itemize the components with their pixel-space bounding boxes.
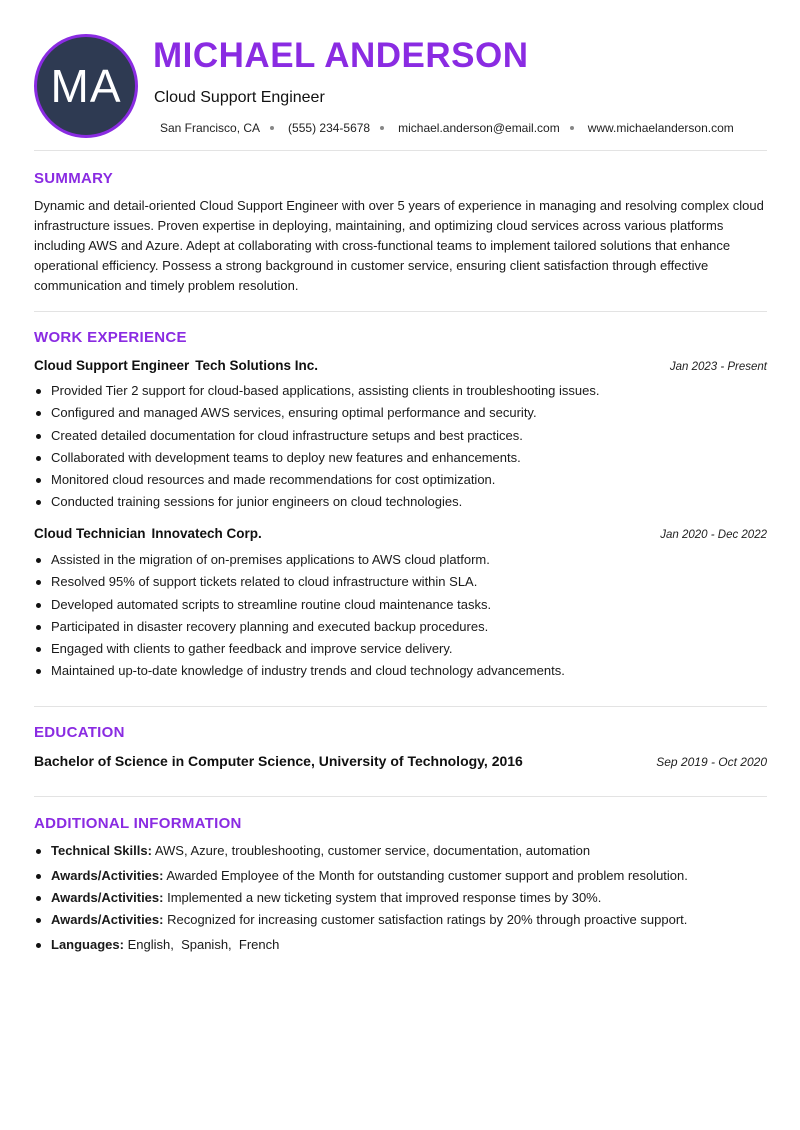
list-item: Provided Tier 2 support for cloud-based applications, assisting clients in troubleshooting issues. (34, 380, 767, 402)
education-degree: Bachelor of Science in Computer Science, University of Technology, 2016 (34, 753, 523, 769)
info-label: Awards/Activities: (51, 912, 164, 927)
contact-location: San Francisco, CA (160, 121, 261, 135)
info-text: Implemented a new ticketing system that improved response times by 30%. (167, 890, 602, 905)
job-title: Cloud Technician (34, 526, 146, 541)
info-label: Languages: (51, 937, 124, 952)
job-dates: Jan 2023 - Present (669, 361, 767, 373)
info-text: Recognized for increasing customer satisfaction ratings by 20% through proactive support. (167, 912, 688, 927)
job-title-line (34, 526, 262, 541)
separator-dot-icon (270, 126, 274, 130)
job-bullets (34, 549, 767, 683)
list-item: Created detailed documentation for cloud infrastructure setups and best practices. (34, 425, 767, 447)
additional-heading: ADDITIONAL INFORMATION (34, 815, 242, 832)
divider (34, 796, 767, 797)
job-header (34, 358, 767, 373)
education-dates: Sep 2019 - Oct 2020 (656, 755, 767, 769)
experience-heading: WORK EXPERIENCE (34, 329, 187, 346)
job-bullets (34, 380, 767, 514)
job-company: Tech Solutions Inc. (195, 358, 319, 373)
contact-website: www.michaelanderson.com (587, 121, 734, 135)
divider (34, 706, 767, 707)
info-text: AWS, Azure, troubleshooting, customer service, documentation, automation (154, 843, 591, 858)
list-item: Conducted training sessions for junior engineers on cloud technologies. (34, 491, 767, 513)
job-company: Innovatech Corp. (151, 526, 262, 541)
info-text: English, Spanish, French (127, 937, 280, 952)
list-item: Developed automated scripts to streamline routine cloud maintenance tasks. (34, 594, 767, 616)
list-item (34, 934, 767, 956)
list-item (34, 909, 767, 931)
education-heading: EDUCATION (34, 724, 125, 741)
list-item: Monitored cloud resources and made recommendations for cost optimization. (34, 469, 767, 491)
separator-dot-icon (380, 126, 384, 130)
contact-email: michael.anderson@email.com (398, 121, 560, 135)
job-title-line (34, 358, 318, 373)
job-title: Cloud Support Engineer (34, 358, 190, 373)
list-item: Engaged with clients to gather feedback and improve service delivery. (34, 638, 767, 660)
list-item: Participated in disaster recovery planning and executed backup procedures. (34, 616, 767, 638)
list-item (34, 887, 767, 909)
list-item: Resolved 95% of support tickets related to cloud infrastructure within SLA. (34, 571, 767, 593)
divider (34, 311, 767, 312)
summary-heading: SUMMARY (34, 170, 114, 187)
list-item: Assisted in the migration of on-premises applications to AWS cloud platform. (34, 549, 767, 571)
job-header (34, 526, 767, 541)
avatar (34, 34, 138, 138)
separator-dot-icon (570, 126, 574, 130)
list-item: Configured and managed AWS services, ensuring optimal performance and security. (34, 402, 767, 424)
divider (34, 150, 767, 151)
contact-bar (160, 121, 734, 135)
info-text: Awarded Employee of the Month for outstanding customer support and problem resolution. (166, 868, 688, 883)
contact-phone: (555) 234-5678 (288, 121, 371, 135)
info-label: Technical Skills: (51, 843, 152, 858)
candidate-name: MICHAEL ANDERSON (153, 36, 529, 75)
candidate-role: Cloud Support Engineer (154, 89, 325, 106)
info-label: Awards/Activities: (51, 890, 164, 905)
additional-list (34, 840, 767, 956)
info-label: Awards/Activities: (51, 868, 164, 883)
job-dates: Jan 2020 - Dec 2022 (660, 529, 767, 541)
list-item (34, 840, 767, 862)
list-item: Maintained up-to-date knowledge of industry trends and cloud technology advancements. (34, 660, 767, 682)
list-item (34, 865, 767, 887)
list-item: Collaborated with development teams to deploy new features and enhancements. (34, 447, 767, 469)
avatar-initials: MA (50, 60, 122, 112)
summary-text: Dynamic and detail-oriented Cloud Support Engineer with over 5 years of experience in managing and resolving complex cloud infrastructure issues. Proven expertise in deploying, maintaining, and optimizing cloud services across various platforms including AWS and Azure. Adept at collaborating with cross-functional teams to implement tailored solutions that enhance operational efficiency. Possess a strong background in customer service, ensuring client satisfaction through effective communication and timely problem resolution. (34, 198, 764, 293)
education-row (34, 753, 767, 769)
